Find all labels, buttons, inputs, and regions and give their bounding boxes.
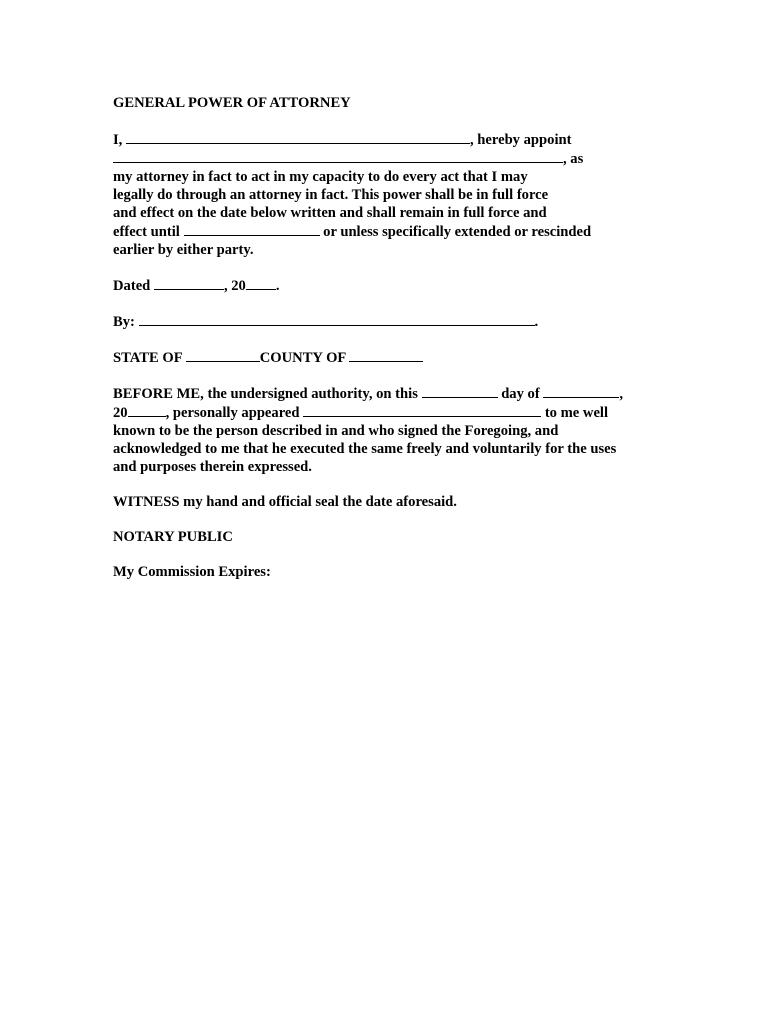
appointment-line-7: earlier by either party. — [113, 242, 254, 258]
notary-public-label: NOTARY PUBLIC — [113, 529, 233, 545]
text-comma: , — [619, 386, 624, 402]
attorney-name-blank[interactable] — [113, 149, 563, 163]
text-20-notary: 20 — [113, 405, 128, 421]
notary-line-4: acknowledged to me that he executed the same freely and voluntarily for the uses — [113, 441, 617, 457]
principal-name-blank[interactable] — [126, 130, 470, 144]
notary-day-blank[interactable] — [422, 384, 498, 398]
appeared-name-blank[interactable] — [303, 403, 541, 417]
commission-expires-label: My Commission Expires: — [113, 564, 271, 580]
document-title: GENERAL POWER OF ATTORNEY — [113, 95, 351, 111]
notary-line-1 — [113, 384, 653, 403]
text-day-of: day of — [497, 386, 544, 402]
text-as: , as — [563, 151, 584, 167]
notary-month-blank[interactable] — [543, 384, 619, 398]
by-line — [113, 312, 653, 331]
text-county-of: COUNTY OF — [259, 350, 350, 366]
appointment-line-5: and effect on the date below written and shall remain in full force and — [113, 205, 547, 221]
text-before-me: BEFORE ME, the undersigned authority, on this — [113, 386, 422, 402]
text-dated: Dated — [113, 278, 154, 294]
text-period: . — [275, 278, 280, 294]
text-effect-until: effect until — [113, 224, 184, 240]
dated-line — [113, 276, 653, 295]
county-blank[interactable] — [349, 348, 423, 362]
effective-until-blank[interactable] — [184, 222, 320, 236]
appointment-line-3: my attorney in fact to act in my capacity to do every act that I may — [113, 169, 528, 185]
appointment-line-6 — [113, 222, 653, 241]
notary-line-3: known to be the person described in and who signed the Foregoing, and — [113, 423, 559, 439]
text-state-of: STATE OF — [113, 350, 186, 366]
dated-blank[interactable] — [154, 276, 224, 290]
text-personally-appeared: , personally appeared — [165, 405, 304, 421]
appointment-paragraph — [113, 130, 653, 259]
appointment-line-1 — [113, 130, 653, 149]
text-by-period: . — [534, 314, 539, 330]
dated-year-blank[interactable] — [246, 276, 276, 290]
state-county-line — [113, 348, 653, 367]
signature-blank[interactable] — [139, 312, 535, 326]
notary-year-blank[interactable] — [128, 403, 166, 417]
text-hereby-appoint: , hereby appoint — [469, 132, 572, 148]
appointment-line-4: legally do through an attorney in fact. This power shall be in full force — [113, 187, 549, 203]
appointment-line-2 — [113, 149, 653, 168]
text-by: By: — [113, 314, 139, 330]
text-or-unless: or unless specifically extended or rescinded — [319, 224, 592, 240]
text-20: , 20 — [223, 278, 246, 294]
state-blank[interactable] — [186, 348, 260, 362]
notary-paragraph — [113, 384, 653, 476]
text-i: I, — [113, 132, 126, 148]
notary-line-5: and purposes therein expressed. — [113, 459, 312, 475]
document-page — [113, 94, 653, 598]
notary-line-2 — [113, 403, 653, 422]
witness-line: WITNESS my hand and official seal the date aforesaid. — [113, 494, 457, 510]
text-to-me-well: to me well — [541, 405, 609, 421]
